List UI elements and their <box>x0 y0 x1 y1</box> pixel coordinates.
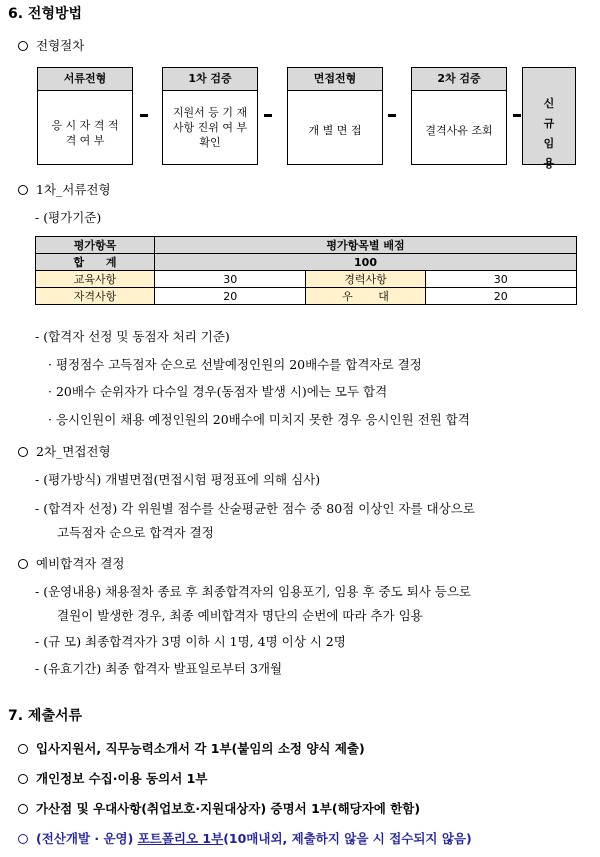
stage1-heading: 1차_서류전형 <box>18 180 111 198</box>
process-step-body: 지원서 등 기 재사항 진위 여 부 확인 <box>172 106 248 149</box>
table-total-value: 100 <box>155 254 577 271</box>
selection-label: - (합격자 선정 및 동점자 처리 기준) <box>35 329 230 344</box>
table-cell: 자격사항 <box>36 288 155 305</box>
table-row <box>36 271 577 288</box>
process-step-body: 응 시 자 격 적 격 여 부 <box>51 119 119 147</box>
table-cell: 30 <box>155 271 306 288</box>
arrow-dash-icon <box>388 114 396 117</box>
process-step-4 <box>411 67 507 165</box>
document-item: 입사지원서, 직무능력소개서 각 1부(붙임의 소정 양식 제출) <box>18 739 365 757</box>
selection-bullet: · 평정점수 고득점자 순으로 선발예정인원의 20배수를 합격자로 결정 <box>48 357 422 372</box>
section7-title: 7. 제출서류 <box>8 708 83 724</box>
table-total-label: 합 계 <box>36 254 155 271</box>
circle-bullet-icon <box>18 185 28 195</box>
process-step-1 <box>37 67 133 165</box>
evaluation-table <box>35 236 577 305</box>
circle-bullet-icon <box>18 834 28 844</box>
stage2-line: - (합격자 선정) 각 위원별 점수를 산술평균한 점수 중 80점 이상인 자를 대상으로 <box>35 501 475 516</box>
circle-bullet-icon <box>18 559 28 569</box>
table-cell: 경력사항 <box>306 271 425 288</box>
arrow-dash-icon <box>264 114 272 117</box>
process-step-2 <box>162 67 258 165</box>
process-step-final <box>522 67 576 170</box>
table-cell: 20 <box>155 288 306 305</box>
process-step-body: 결격사유 조회 <box>425 124 493 137</box>
circle-bullet-icon <box>18 744 28 754</box>
table-cell: 교육사항 <box>36 271 155 288</box>
process-step-body: 개 별 면 접 <box>308 124 362 137</box>
table-row <box>36 288 577 305</box>
arrow-dash-icon <box>513 114 521 117</box>
reserve-line: - (유효기간) 최종 합격자 발표일로부터 3개월 <box>35 661 283 676</box>
table-header-row <box>36 237 577 254</box>
process-final-label: 신 규 임 용 <box>543 97 555 170</box>
stage2-line: - (평가방식) 개별면접(면접시험 평정표에 의해 심사) <box>35 472 321 487</box>
selection-bullet: · 응시인원이 채용 예정인원의 20배수에 미치지 못한 경우 응시인원 전원 합격 <box>48 412 470 427</box>
reserve-line: 결원이 발생한 경우, 최종 예비합격자 명단의 순번에 따라 추가 임용 <box>57 608 423 623</box>
process-heading: 전형절차 <box>18 36 84 54</box>
circle-bullet-icon <box>18 447 28 457</box>
reserve-heading: 예비합격자 결정 <box>18 554 125 572</box>
table-header-cell: 평가항목별 배점 <box>155 237 577 254</box>
criteria-label: - (평가기준) <box>35 210 102 225</box>
process-step-3 <box>287 67 383 165</box>
circle-bullet-icon <box>18 774 28 784</box>
process-step-header: 서류전형 <box>38 68 132 91</box>
process-step-header: 면접전형 <box>288 68 382 91</box>
stage2-heading: 2차_면접전형 <box>18 442 111 460</box>
process-step-header: 2차 검증 <box>412 68 506 91</box>
reserve-line: - (규 모) 최종합격자가 3명 이하 시 1명, 4명 이상 시 2명 <box>35 634 346 649</box>
table-cell: 우 대 <box>306 288 425 305</box>
reserve-line: - (운영내용) 채용절차 종료 후 최종합격자의 임용포기, 임용 후 중도 퇴사 등으로 <box>35 584 471 599</box>
section6-title: 6. 전형방법 <box>8 6 83 22</box>
selection-bullet: · 20배수 순위자가 다수일 경우(동점자 발생 시)에는 모두 합격 <box>48 384 388 399</box>
table-cell: 20 <box>425 288 577 305</box>
document-item-portfolio: (전산개발 · 운영) 포트폴리오 1부(10매내외, 제출하지 않을 시 접수되지 않음) <box>18 829 472 847</box>
circle-bullet-icon <box>18 41 28 51</box>
table-cell: 30 <box>425 271 577 288</box>
document-item: 가산점 및 우대사항(취업보호·지원대상자) 증명서 1부(해당자에 한함) <box>18 799 420 817</box>
table-header-cell: 평가항목 <box>36 237 155 254</box>
circle-bullet-icon <box>18 804 28 814</box>
document-item: 개인정보 수집·이용 동의서 1부 <box>18 769 207 787</box>
table-total-row <box>36 254 577 271</box>
stage2-line: 고득점자 순으로 합격자 결정 <box>57 525 214 540</box>
process-step-header: 1차 검증 <box>163 68 257 91</box>
arrow-dash-icon <box>140 114 148 117</box>
